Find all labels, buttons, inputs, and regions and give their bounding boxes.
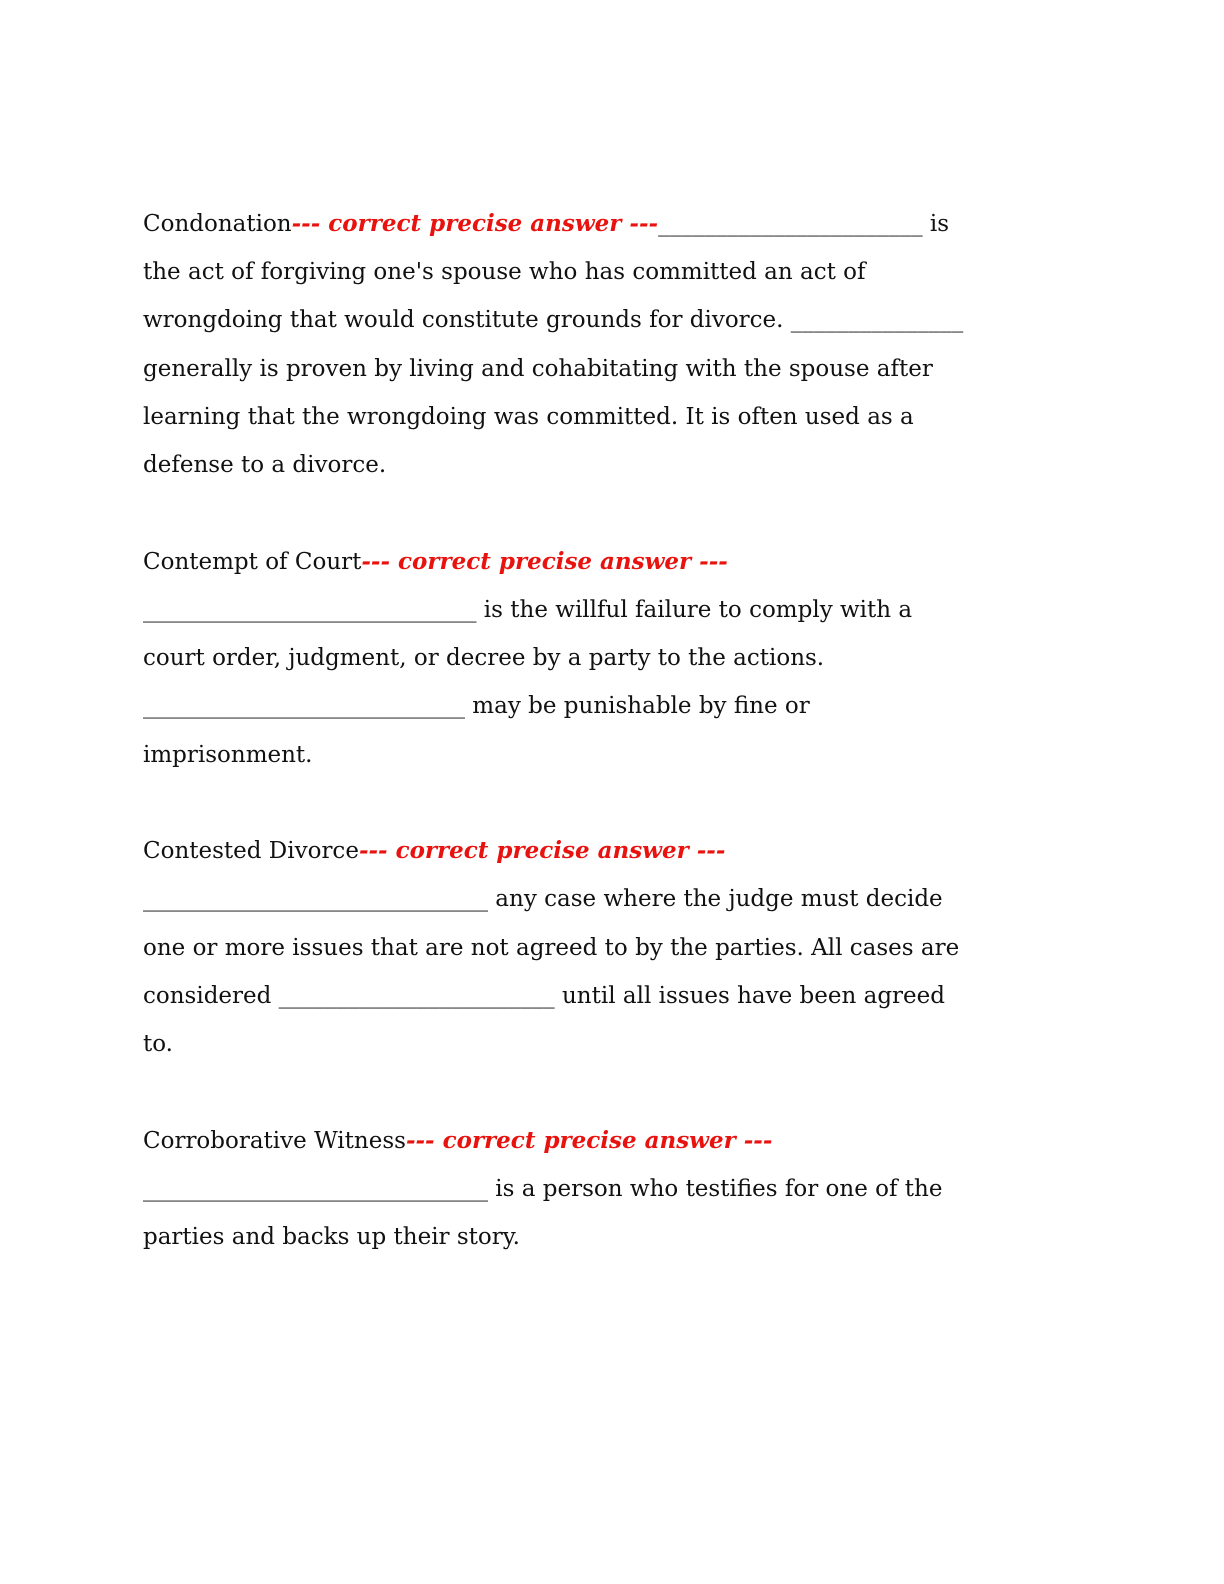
definition-line: imprisonment. [143,741,313,768]
term-heading: Contempt of Court [143,548,362,575]
answer-marker: --- correct precise answer --- [291,210,659,237]
entry-first-line [143,827,1083,875]
entry-contempt-of-court [143,538,1083,779]
definition-line: generally is proven by living and cohabitating with the spouse after [143,355,933,382]
definition-line: defense to a divorce. [143,452,387,479]
entry-contested-divorce [143,827,1083,1068]
term-heading: Condonation [143,211,292,237]
entry-first-line [143,200,1083,248]
definition-line: _______________________ is [658,211,950,237]
term-heading: Contested Divorce [143,838,359,865]
entry-condonation [143,200,1083,489]
entry-first-line [143,1117,1083,1165]
definition-line: ______________________________ any case where the judge must decide [143,886,943,913]
term-heading: Corroborative Witness [143,1127,406,1154]
definition-line: parties and backs up their story. [143,1224,520,1251]
definition-line: learning that the wrongdoing was committed. It is often used as a [143,403,914,430]
definition-line: one or more issues that are not agreed to by the parties. All cases are [143,934,960,961]
entry-corroborative-witness [143,1117,1083,1262]
definition-line: considered ________________________ until all issues have been agreed [143,982,946,1009]
document-page [143,200,1083,1261]
definition-line: to. [143,1031,173,1058]
definition-line: ____________________________ may be punishable by fine or [143,693,810,720]
definition-line: wrongdoing that would constitute grounds for divorce. _______________ [143,307,964,334]
answer-marker: --- correct precise answer --- [358,837,726,865]
definition-line: the act of forgiving one's spouse who has committed an act of [143,259,866,286]
entry-first-line [143,538,1083,586]
definition-line: ______________________________ is a person who testifies for one of the [143,1175,943,1202]
answer-marker: --- correct precise answer --- [405,1126,773,1154]
answer-marker: --- correct precise answer --- [361,547,728,575]
definition-line: court order, judgment, or decree by a party to the actions. [143,645,825,672]
definition-line: _____________________________ is the willful failure to comply with a [143,596,913,623]
